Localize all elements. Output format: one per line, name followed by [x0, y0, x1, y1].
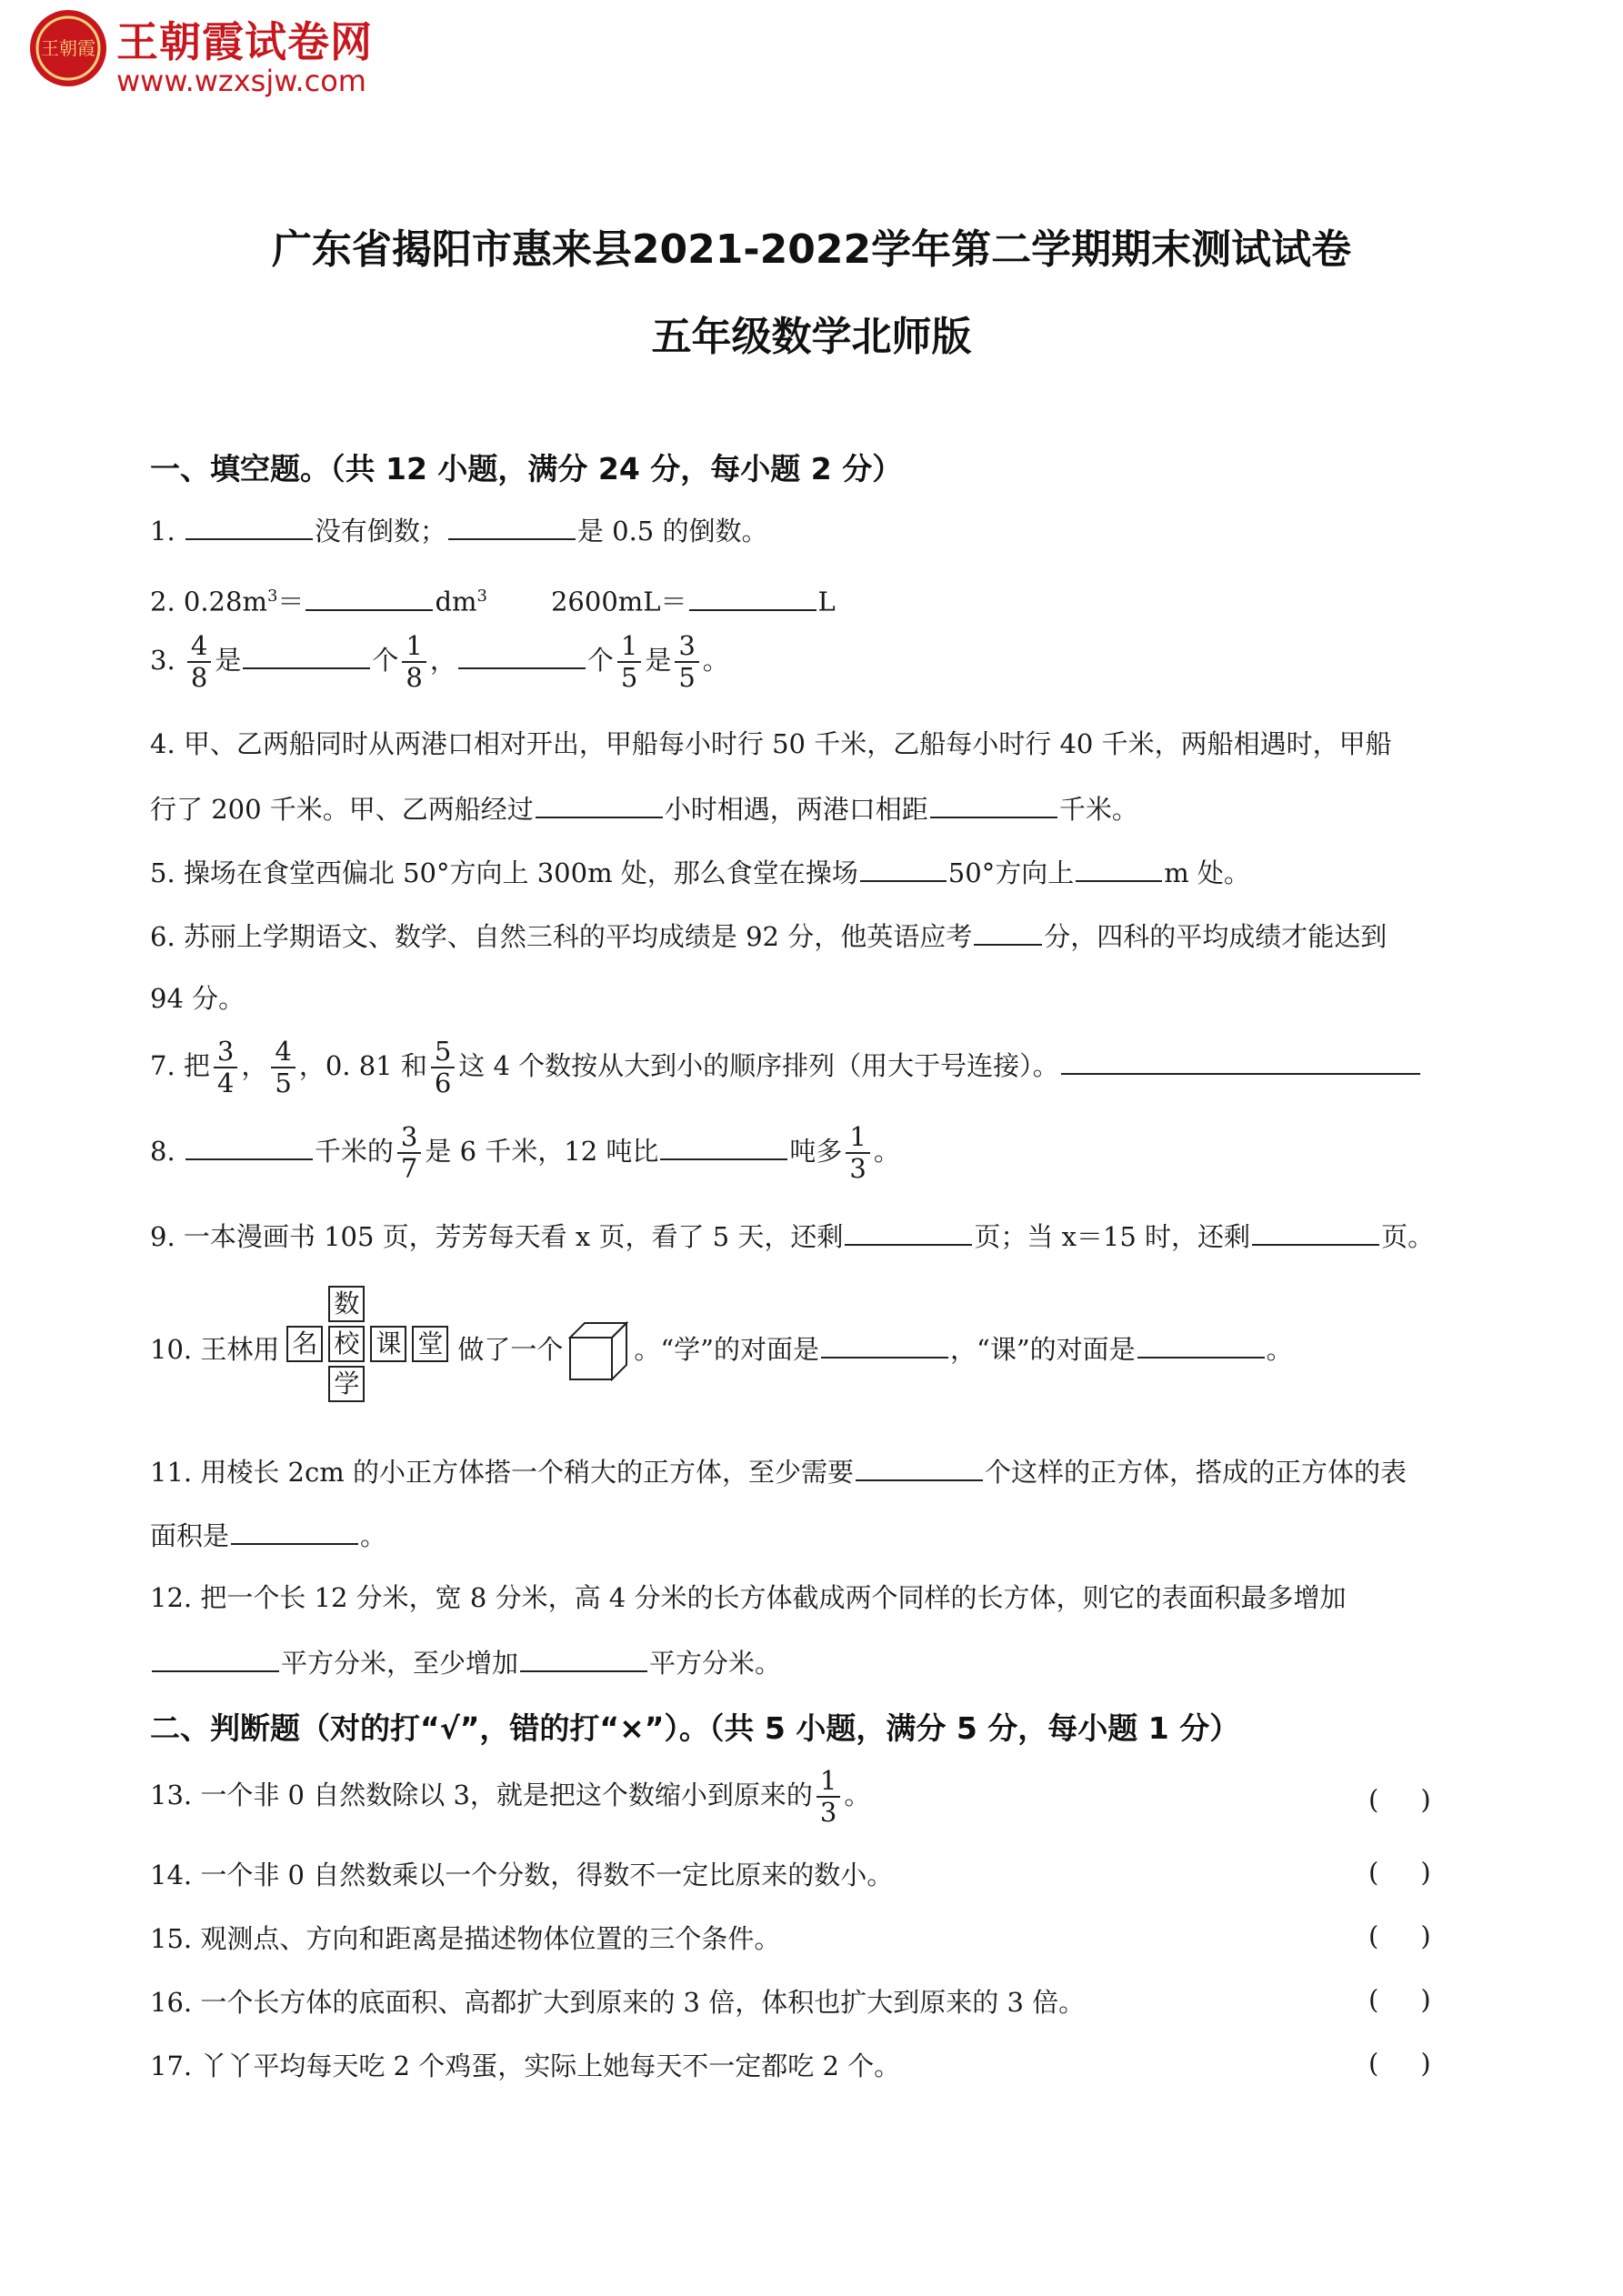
answer-blank[interactable]	[231, 1516, 358, 1545]
question-4: 4. 甲、乙两船同时从两港口相对开出，甲船每小时行 50 千米，乙船每小时行 40 千米，两船相遇时，甲船	[150, 728, 1392, 759]
net-cell: 数	[328, 1286, 365, 1322]
fraction: $\frac{5}{6}$	[431, 1037, 455, 1098]
question-9: 9. 一本漫画书 105 页，芳芳每天看 x 页，看了 5 天，还剩 页；当 x＝15 时，还剩 页。	[150, 1217, 1434, 1255]
cube-net-figure	[286, 1286, 450, 1418]
answer-blank[interactable]	[845, 1217, 972, 1246]
fraction: $\frac{1}{3}$	[846, 1122, 869, 1184]
question-8: 8. 千米的 $\frac{3}{7}$ 是 6 千米，12 吨比 吨多 $\frac{1}{3}$ 。	[150, 1121, 900, 1184]
question-17: 17. 丫丫平均每天吃 2 个鸡蛋，实际上她每天不一定都吃 2 个。	[150, 2050, 901, 2081]
question-2: 2. $0.28m^3= dm^3$ 2600mL＝ L	[150, 578, 836, 620]
question-6: 6. 苏丽上学期语文、数学、自然三科的平均成绩是 92 分，他英语应考 分，四科的平均成绩才能达到	[150, 917, 1387, 955]
section-heading-fill-blank: 一、填空题。（共 12 小题，满分 24 分，每小题 2 分）	[150, 451, 903, 486]
question-15: 15. 观测点、方向和距离是描述物体位置的三个条件。	[150, 1923, 781, 1954]
answer-blank[interactable]	[306, 582, 433, 611]
answer-parentheses[interactable]: ( )	[1368, 1920, 1431, 1951]
answer-parentheses[interactable]: ( )	[1368, 2048, 1431, 2079]
net-cell: 课	[370, 1326, 406, 1362]
fraction: $\frac{3}{5}$	[675, 631, 698, 693]
answer-parentheses[interactable]: ( )	[1368, 1784, 1431, 1815]
answer-blank[interactable]	[930, 789, 1057, 818]
site-url[interactable]: www.wzxsjw.com	[116, 64, 366, 98]
answer-blank[interactable]	[458, 640, 586, 669]
question-12-cont: 平方分米，至少增加 平方分米。	[150, 1643, 781, 1681]
net-cell: 名	[286, 1326, 323, 1362]
fraction: $\frac{4}{8}$	[187, 631, 211, 693]
net-cell: 学	[328, 1366, 365, 1402]
answer-blank[interactable]	[185, 511, 313, 540]
answer-blank[interactable]	[1252, 1217, 1379, 1246]
fraction: $\frac{3}{7}$	[397, 1122, 421, 1184]
site-logo-seal	[27, 7, 109, 89]
question-10: 10. 王林用 数 名 校 课 堂 学 做了一个 。“学”的对面是 ，“课”的对面是 。	[150, 1284, 1293, 1418]
fraction: $\frac{1}{3}$	[817, 1766, 840, 1828]
answer-blank[interactable]	[856, 1452, 983, 1481]
question-16: 16. 一个长方体的底面积、高都扩大到原来的 3 倍，体积也扩大到原来的 3 倍。	[150, 1987, 1086, 2018]
question-3: 3. $\frac{4}{8}$ 是 个 $\frac{1}{8}$ ， 个 $\frac{1}{5}$ 是 $\frac{3}{5}$ 。	[150, 630, 729, 693]
fraction: $\frac{4}{5}$	[271, 1037, 295, 1098]
cube-icon	[566, 1319, 630, 1383]
net-cell: 堂	[412, 1326, 448, 1362]
answer-blank[interactable]	[860, 853, 947, 882]
answer-blank[interactable]	[185, 1131, 313, 1160]
fraction: $\frac{1}{8}$	[402, 631, 426, 693]
net-cell: 校	[328, 1326, 365, 1362]
question-4-cont: 行了 200 千米。甲、乙两船经过 小时相遇，两港口相距 千米。	[150, 789, 1138, 827]
question-13: 13. 一个非 0 自然数除以 3，就是把这个数缩小到原来的 $\frac{1}{3}$ 。	[150, 1765, 871, 1828]
answer-parentheses[interactable]: ( )	[1368, 1984, 1431, 2015]
answer-blank[interactable]	[1076, 853, 1162, 882]
answer-blank[interactable]	[448, 511, 576, 540]
question-5: 5. 操场在食堂西偏北 50°方向上 300m 处，那么食堂在操场 50°方向上 m 处。	[150, 853, 1250, 891]
question-14: 14. 一个非 0 自然数乘以一个分数，得数不一定比原来的数小。	[150, 1860, 894, 1890]
answer-parentheses[interactable]: ( )	[1368, 1857, 1431, 1888]
question-12: 12. 把一个长 12 分米，宽 8 分米，高 4 分米的长方体截成两个同样的长方体，则它的表面积最多增加	[150, 1582, 1347, 1613]
answer-blank[interactable]	[660, 1131, 787, 1160]
exam-subtitle: 五年级数学北师版	[651, 314, 972, 360]
answer-blank[interactable]	[1137, 1329, 1265, 1359]
answer-blank[interactable]	[821, 1329, 948, 1359]
fraction: $\frac{1}{5}$	[617, 631, 641, 693]
answer-blank[interactable]	[974, 917, 1042, 946]
question-11: 11. 用棱长 2cm 的小正方体搭一个稍大的正方体，至少需要 个这样的正方体，搭成的正方体的表	[150, 1452, 1407, 1490]
fraction: $\frac{3}{4}$	[214, 1037, 237, 1098]
exam-title: 广东省揭阳市惠来县2021-2022学年第二学期期末测试试卷	[271, 226, 1352, 273]
question-1: 1. 没有倒数； 是 0.5 的倒数。	[150, 511, 767, 549]
site-name: 王朝霞试卷网	[116, 17, 373, 66]
logo-text: 王朝霞	[41, 37, 95, 59]
section-heading-true-false: 二、判断题（对的打“√”，错的打“×”）。（共 5 小题，满分 5 分，每小题 1 分）	[150, 1710, 1240, 1746]
answer-blank[interactable]	[243, 640, 370, 669]
answer-blank[interactable]	[689, 582, 817, 611]
answer-blank[interactable]	[520, 1643, 647, 1672]
answer-blank[interactable]	[1061, 1046, 1420, 1075]
question-6-cont: 94 分。	[150, 983, 245, 1014]
question-11-cont: 面积是 。	[150, 1516, 386, 1554]
answer-blank[interactable]	[536, 789, 663, 818]
question-7: 7. 把 $\frac{3}{4}$ ， $\frac{4}{5}$ ，0. 81 和 $\frac{5}{6}$ 这 4 个数按从大到小的顺序排列（用大于号连接）。	[150, 1037, 1422, 1098]
answer-blank[interactable]	[152, 1643, 279, 1672]
